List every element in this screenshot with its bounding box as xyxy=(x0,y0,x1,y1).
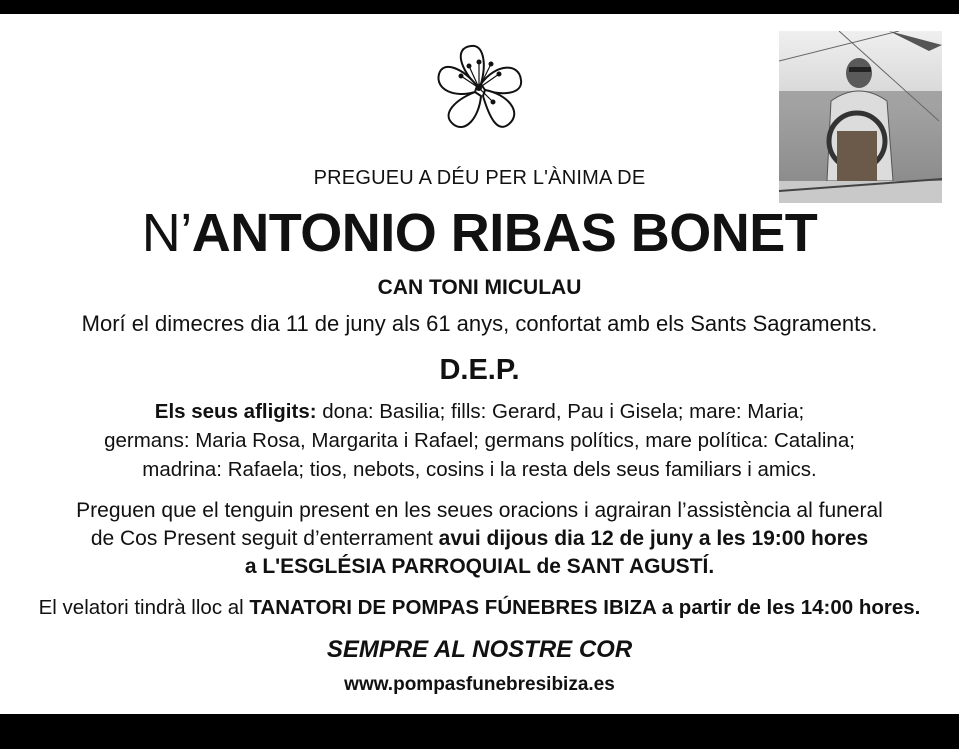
deceased-name xyxy=(0,203,959,263)
mourners-block xyxy=(0,397,959,484)
mourners-label: Els seus afligits: xyxy=(154,400,317,423)
name-main: ANTONIO RIBAS BONET xyxy=(191,203,818,263)
wake-line xyxy=(0,596,959,620)
funeral-line-2-plain: de Cos Present seguit d’enterrament xyxy=(90,527,439,550)
mourners-line-1: dona: Basilia; fills: Gerard, Pau i Gisela; mare: Maria; xyxy=(316,400,805,423)
nickname: CAN TONI MICULAU xyxy=(377,276,582,299)
rip-line: D.E.P. xyxy=(439,354,520,386)
motto: SEMPRE AL NOSTRE COR xyxy=(326,636,633,663)
death-line: Morí el dimecres dia 11 de juny als 61 anys, confortat amb els Sants Sagraments. xyxy=(81,311,878,336)
mourners-line-3: madrina: Rafaela; tios, nebots, cosins i la resta dels seus familiars i amics. xyxy=(142,458,817,481)
funeral-place: a L'ESGLÉSIA PARROQUIAL de SANT AGUSTÍ. xyxy=(244,555,715,578)
mourners-line-2: germans: Maria Rosa, Margarita i Rafael; germans polítics, mare política: Catalina; xyxy=(104,429,855,452)
funeral-time: avui dijous dia 12 de juny a les 19:00 hores xyxy=(438,527,869,550)
funeral-line-1: Preguen que el tenguin present en les seues oracions i agrairan l’assistència al funeral xyxy=(76,499,883,522)
wake-place: TANATORI DE POMPAS FÚNEBRES IBIZA a partir de les 14:00 hores. xyxy=(249,596,921,619)
funeral-block xyxy=(0,497,959,581)
name-prefix: N’ xyxy=(141,203,192,263)
prayer-line: PREGUEU A DÉU PER L'ÀNIMA DE xyxy=(313,167,646,189)
wake-plain: El velatori tindrà lloc al xyxy=(38,596,250,619)
website: www.pompasfunebresibiza.es xyxy=(344,674,615,695)
flower-icon xyxy=(431,40,527,136)
